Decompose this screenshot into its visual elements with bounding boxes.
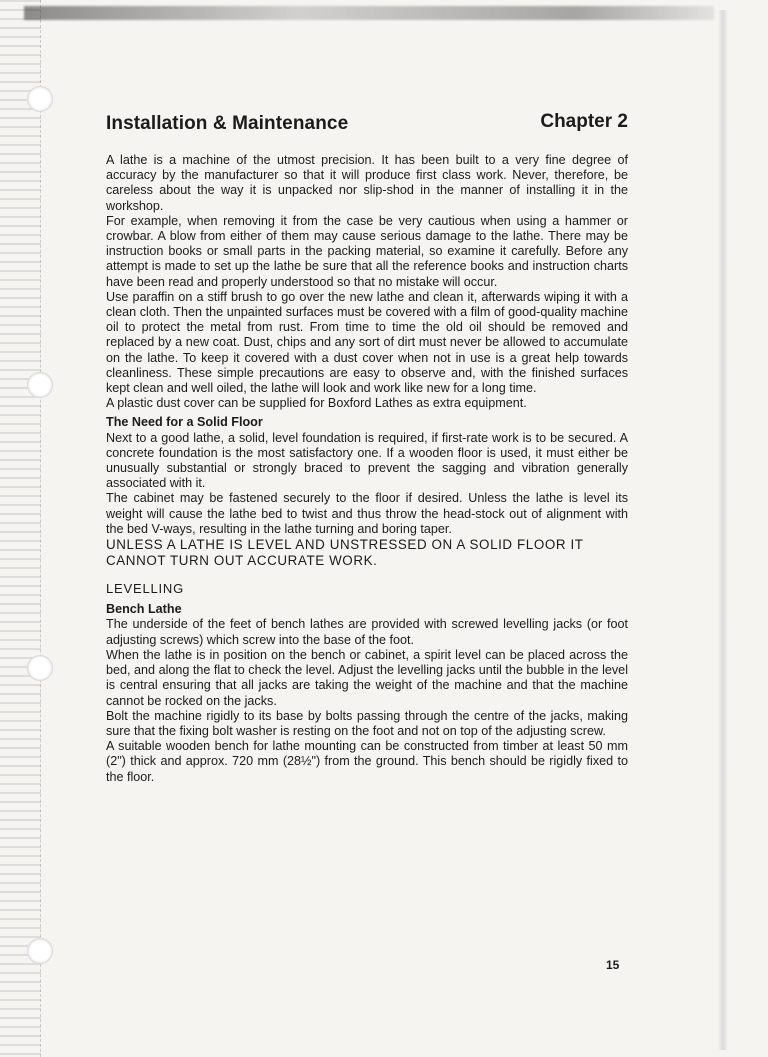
paragraph: When the lathe is in position on the bench or cabinet, a spirit level can be placed across the bed, and along the flat to check the level. Adjust the levelling jacks until the bubble in the level is central ensuring that all jacks are taking the weight of the machine and that the machine cannot be rocked on the jacks. [106,647,628,708]
punch-hole [27,655,53,681]
paragraph: The cabinet may be fastened securely to the floor if desired. Unless the lathe is level its weight will cause the lathe bed to twist and thus throw the head-stock out of alignment with the bed V-ways, resulting in the lathe turning and boring taper. [106,491,628,536]
chapter-label: Chapter 2 [540,111,628,132]
section-heading-levelling: LEVELLING [106,581,185,597]
paragraph: A suitable wooden bench for lathe mounting can be constructed from timber at least 50 mm (2") thick and approx. 720 mm (28½") from the ground. This bench should be rigidly fixed to the floor. [106,739,628,784]
paragraph: A plastic dust cover can be supplied for Boxford Lathes as extra equipment. [106,396,527,411]
page-number: 15 [606,958,620,972]
warning-text: UNLESS A LATHE IS LEVEL AND UNSTRESSED ON A SOLID FLOOR IT CANNOT TURN OUT ACCURATE WORK. [106,537,584,569]
paragraph: A lathe is a machine of the utmost precision. It has been built to a very fine degree of accuracy by the manufacturer so that it will produce first class work. Never, therefore, be careless about the way it is unpacked nor slip-shod in the manner of installing it in the workshop. [106,153,628,213]
section-heading-bench: Bench Lathe [106,602,182,617]
page-title: Installation & Maintenance [106,113,349,134]
punch-hole [27,372,53,398]
scan-edge [718,10,728,1050]
punch-hole [27,938,53,964]
punch-hole [27,86,53,112]
paragraph: Use paraffin on a stiff brush to go over the new lathe and clean it, afterwards wiping it with a clean cloth. Then the unpainted surfaces must be covered with a film of good-quality machine oil to protect the metal from rust. From time to time the old oil should be removed and replaced by a new coat. Dust, chips and any sort of dirt must never be allowed to accumulate on the lathe. To keep it covered with a dust cover when not in use is a great help towards cleanliness. These simple precautions are easy to observe and, with the finished surfaces kept clean and well oiled, the lathe will look and work like new for a long time. [106,289,628,396]
paragraph: For example, when removing it from the case be very cautious when using a hammer or crowbar. A blow from either of them may cause serious damage to the lathe. There may be instruction books or small parts in the packing material, so examine it carefully. Before any attempt is made to set up the lathe be sure that all the reference books and instruction charts have been read and properly understood so that no mistake will occur. [106,213,628,289]
binding-edge [0,0,41,1057]
section-heading-floor: The Need for a Solid Floor [106,415,263,430]
paragraph: The underside of the feet of bench lathes are provided with screwed levelling jacks (or foot adjusting screws) which screw into the base of the foot. [106,617,628,647]
paragraph: Bolt the machine rigidly to its base by bolts passing through the centre of the jacks, making sure that the fixing bolt washer is resting on the foot and not on top of the adjusting screw. [106,708,628,738]
paragraph: Next to a good lathe, a solid, level foundation is required, if first-rate work is to be secured. A concrete foundation is the most satisfactory one. If a wooden floor is used, it must either be unusually substantial or strongly braced to prevent the sagging and vibration generally associated with it. [106,430,628,491]
body-text [106,153,628,785]
page-header [106,113,628,143]
scan-smudge [24,6,714,20]
